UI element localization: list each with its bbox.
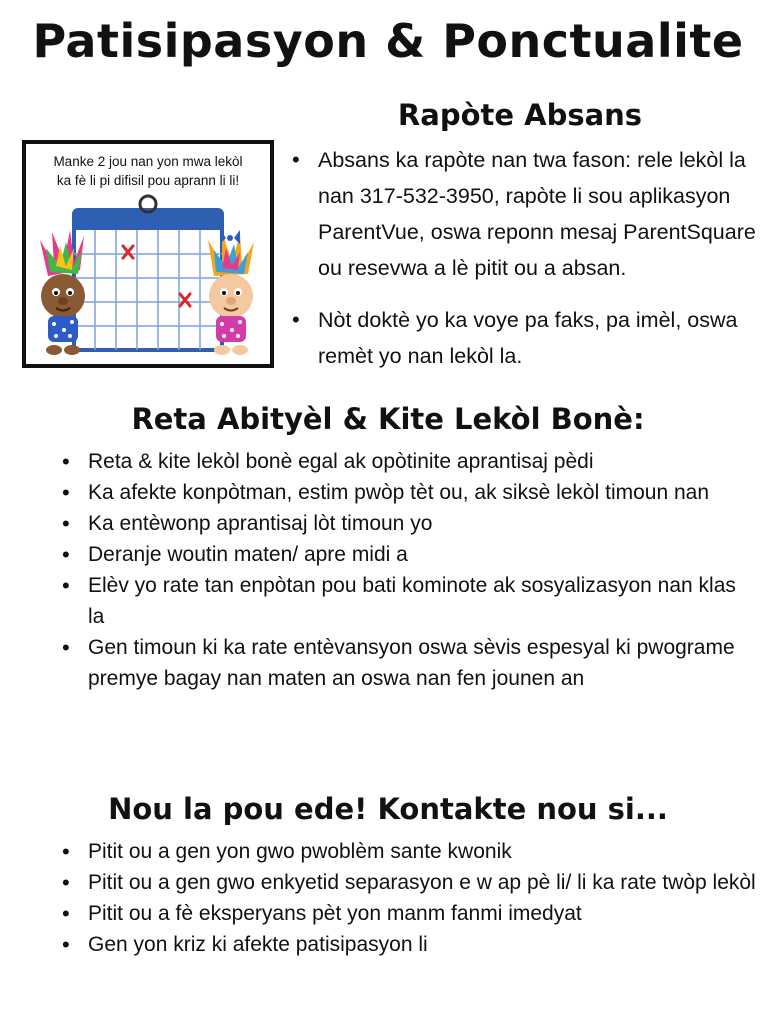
attendance-illustration — [22, 140, 274, 368]
list-item: • Pitit ou a fè eksperyans pèt yon manm fanmi imedyat — [58, 898, 758, 929]
list-item: • Nòt doktè yo ka voye pa faks, pa imèl, oswa remèt yo nan lekòl la. — [288, 302, 768, 374]
list-item: • Elèv yo rate tan enpòtan pou bati kominote ak sosyalizasyon nan klas la — [58, 570, 758, 632]
list-item: • Absans ka rapòte nan twa fason: rele lekòl la nan 317-532-3950, rapòte li sou aplikasyon ParentVue, oswa reponn mesaj ParentSquare ou resevwa a lè pitit ou a absan. — [288, 142, 768, 286]
illustration-caption-line2: ka fè li pi difisil pou aprann li li! — [56, 173, 240, 188]
tardy-early-pickup-list — [58, 446, 758, 694]
list-item: • Gen yon kriz ki afekte patisipasyon li — [58, 929, 758, 960]
list-item: • Deranje woutin maten/ apre midi a — [58, 539, 758, 570]
contact-us-list — [58, 836, 758, 960]
contact-us-heading: Nou la pou ede! Kontakte nou si... — [108, 792, 668, 826]
list-item: • Pitit ou a gen yon gwo pwoblèm sante kwonik — [58, 836, 758, 867]
tardy-early-pickup-heading: Reta Abityèl & Kite Lekòl Bonè: — [131, 402, 645, 436]
calendar-icon — [74, 196, 222, 350]
illustration-graphic — [26, 144, 270, 364]
report-absences-heading: Rapòte Absans — [397, 98, 643, 132]
list-item: • Reta & kite lekòl bonè egal ak opòtinite aprantisaj pèdi — [58, 446, 758, 477]
page-title: Patisipasyon & Ponctualite — [32, 14, 744, 68]
illustration-caption-line1: Manke 2 jou nan yon mwa lekòl — [53, 154, 243, 169]
list-item: • Ka entèwonp aprantisaj lòt timoun yo — [58, 508, 758, 539]
list-item: • Ka afekte konpòtman, estim pwòp tèt ou, ak siksè lekòl timoun nan — [58, 477, 758, 508]
list-item: • Pitit ou a gen gwo enkyetid separasyon e w ap pè li/ li ka rate twòp lekòl — [58, 867, 758, 898]
report-absences-list — [288, 142, 768, 390]
list-item: • Gen timoun ki ka rate entèvansyon oswa sèvis espesyal ki pwograme premye bagay nan maten an oswa nan fen jounen an — [58, 632, 758, 694]
